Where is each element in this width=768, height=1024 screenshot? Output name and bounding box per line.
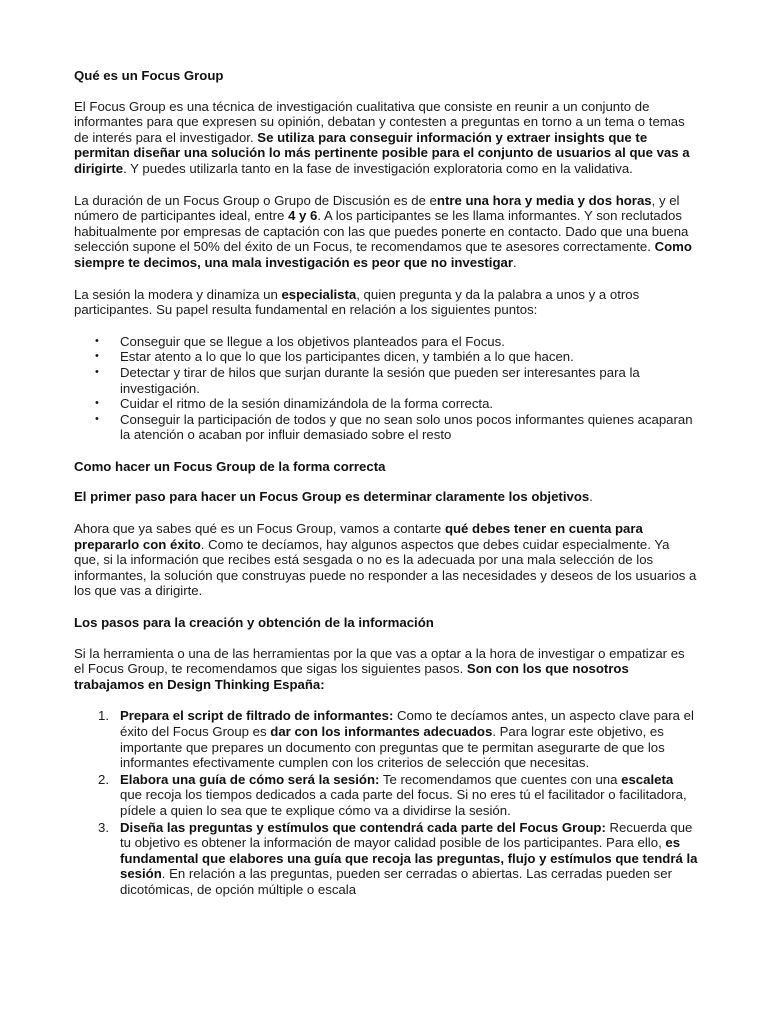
bold-text: Prepara el script de filtrado de informantes: — [120, 708, 394, 724]
text-run: Ahora que ya sabes qué es un Focus Group, vamos a contarte — [74, 521, 445, 537]
step-text — [120, 708, 694, 770]
bold-text: 4 y 6 — [288, 208, 318, 224]
text-run: La duración de un Focus Group o Grupo de Discusión es de e — [74, 192, 437, 208]
paragraph-preparation — [74, 521, 698, 599]
text-run: El Focus Group es una técnica de investigación cualitativa que consiste en reunir a un conjunto de informantes para que expresen su opinión, debatan y contesten a preguntas en torno a un tema o temas de interés para el investigador. — [74, 98, 685, 145]
bold-text: dar con los informantes adecuados — [270, 724, 493, 739]
bold-text: El primer paso para hacer un Focus Group es determinar claramente los objetivos — [74, 489, 590, 505]
section-heading-how-to: Como hacer un Focus Group de la forma correcta — [74, 458, 386, 474]
bold-text: qué debes tener en cuenta para prepararlo con éxito — [74, 521, 643, 552]
bold-text: Son con los que nosotros trabajamos en Design Thinking España: — [74, 661, 629, 692]
paragraph-steps-intro — [74, 646, 698, 693]
paragraph-moderator — [74, 287, 698, 318]
step-item — [98, 708, 698, 771]
document-page — [74, 68, 698, 899]
step-item — [98, 819, 698, 898]
list-item: • Conseguir la participación de todos y que no sean solo unos pocos informantes quienes acaparan la atención o acaban por influir demasiado sobre el resto — [120, 412, 698, 443]
list-item: • Detectar y tirar de hilos que surjan durante la sesión que pueden ser interesantes para la investigación. — [120, 365, 698, 396]
moderator-points-list — [74, 334, 698, 443]
list-item: • Conseguir que se llegue a los objetivos planteados para el Focus. — [120, 334, 698, 350]
text-run: . En relación a las preguntas, pueden ser cerradas o abiertas. Las cerradas pueden ser dicotómicas, de opción múltiple o escala — [120, 866, 673, 897]
text-run: . — [513, 254, 517, 270]
bold-text: escaleta — [621, 771, 674, 787]
text-run: . Para lograr este objetivo, es importante que prepares un documento con preguntas que te permitan asegurarte de que los informantes efectivamente cumplen con los criterios de selección que necesitas. — [120, 724, 665, 771]
text-run: La sesión la modera y dinamiza un — [74, 286, 282, 302]
bold-text: Como siempre te decimos, una mala investigación es peor que no investigar — [74, 239, 692, 270]
list-item: • Cuidar el ritmo de la sesión dinamizándola de la forma correcta. — [120, 396, 698, 412]
text-run: Te recomendamos que cuentes con una — [379, 771, 622, 787]
bold-text: es fundamental que elabores una guía que recoja las preguntas, flujo y estímulos que tendrá la sesión — [120, 835, 698, 882]
text-run: , quien pregunta y da la palabra a unos y a otros participantes. Su papel resulta fundamental en relación a los siguientes puntos: — [74, 286, 640, 318]
text-run: . A los participantes se les llama informantes. Y son reclutados habitualmente por empresas de captación con las que puedes ponerte en contacto. Dado que una buena selección supone el 50% del éxito de un Focus, te recomendamos que te asesores correctamente. — [74, 208, 689, 255]
text-run: Si la herramienta o una de las herramientas por la que vas a optar a la hora de investigar o empatizar es el Focus Group, te recomendamos que sigas los siguientes pasos. — [74, 645, 685, 677]
text-run: . Y puedes utilizarla tanto en la fase de investigación exploratoria como en la validativa. — [123, 160, 633, 176]
paragraph-duration — [74, 193, 698, 271]
paragraph-definition — [74, 99, 698, 177]
bold-text: Elabora una guía de cómo será la sesión: — [120, 771, 380, 787]
bold-text: especialista — [281, 286, 357, 302]
step-item — [98, 771, 698, 819]
text-run: . — [589, 489, 593, 505]
step-text — [120, 772, 687, 818]
text-run: , y el número de participantes ideal, entre — [74, 192, 680, 224]
bold-text: ntre una hora y media y dos horas — [436, 192, 652, 208]
paragraph-first-step — [74, 489, 698, 505]
text-run: que recoja los tiempos dedicados a cada parte del focus. Si no eres tú el facilitador o facilitadora, pídele a quien lo sea que te explique cómo va a dividirse la sesión. — [120, 787, 687, 818]
step-number: 3. — [98, 819, 109, 835]
section-heading-what-is: Qué es un Focus Group — [74, 68, 224, 83]
list-item: • Estar atento a lo que lo que los participantes dicen, y también a lo que hacen. — [120, 349, 698, 365]
section-heading-steps: Los pasos para la creación y obtención de la información — [74, 615, 434, 631]
bold-text: Se utiliza para conseguir información y extraer insights que te permitan diseñar una solución lo más pertinente posible para el conjunto de usuarios al que vas a dirigirte — [74, 129, 690, 176]
text-run: Como te decíamos antes, un aspecto clave para el éxito del Focus Group es — [120, 708, 694, 739]
bold-text: Diseña las preguntas y estímulos que contendrá cada parte del Focus Group: — [120, 819, 606, 835]
text-run: Recuerda que tu objetivo es obtener la información de mayor calidad posible de los participantes. Para ello, — [120, 819, 693, 851]
text-run: . Como te decíamos, hay algunos aspectos que debes cuidar especialmente. Ya que, si la información que recibes está sesgada o no es la adecuada por una mala selección de los informantes, la solución que construyas puede no responder a las necesidades y deseos de los usuarios a los que vas a dirigirte. — [74, 536, 697, 599]
step-text — [120, 820, 697, 897]
step-number: 2. — [98, 771, 109, 787]
step-number: 1. — [98, 708, 109, 724]
steps-list — [74, 708, 698, 897]
